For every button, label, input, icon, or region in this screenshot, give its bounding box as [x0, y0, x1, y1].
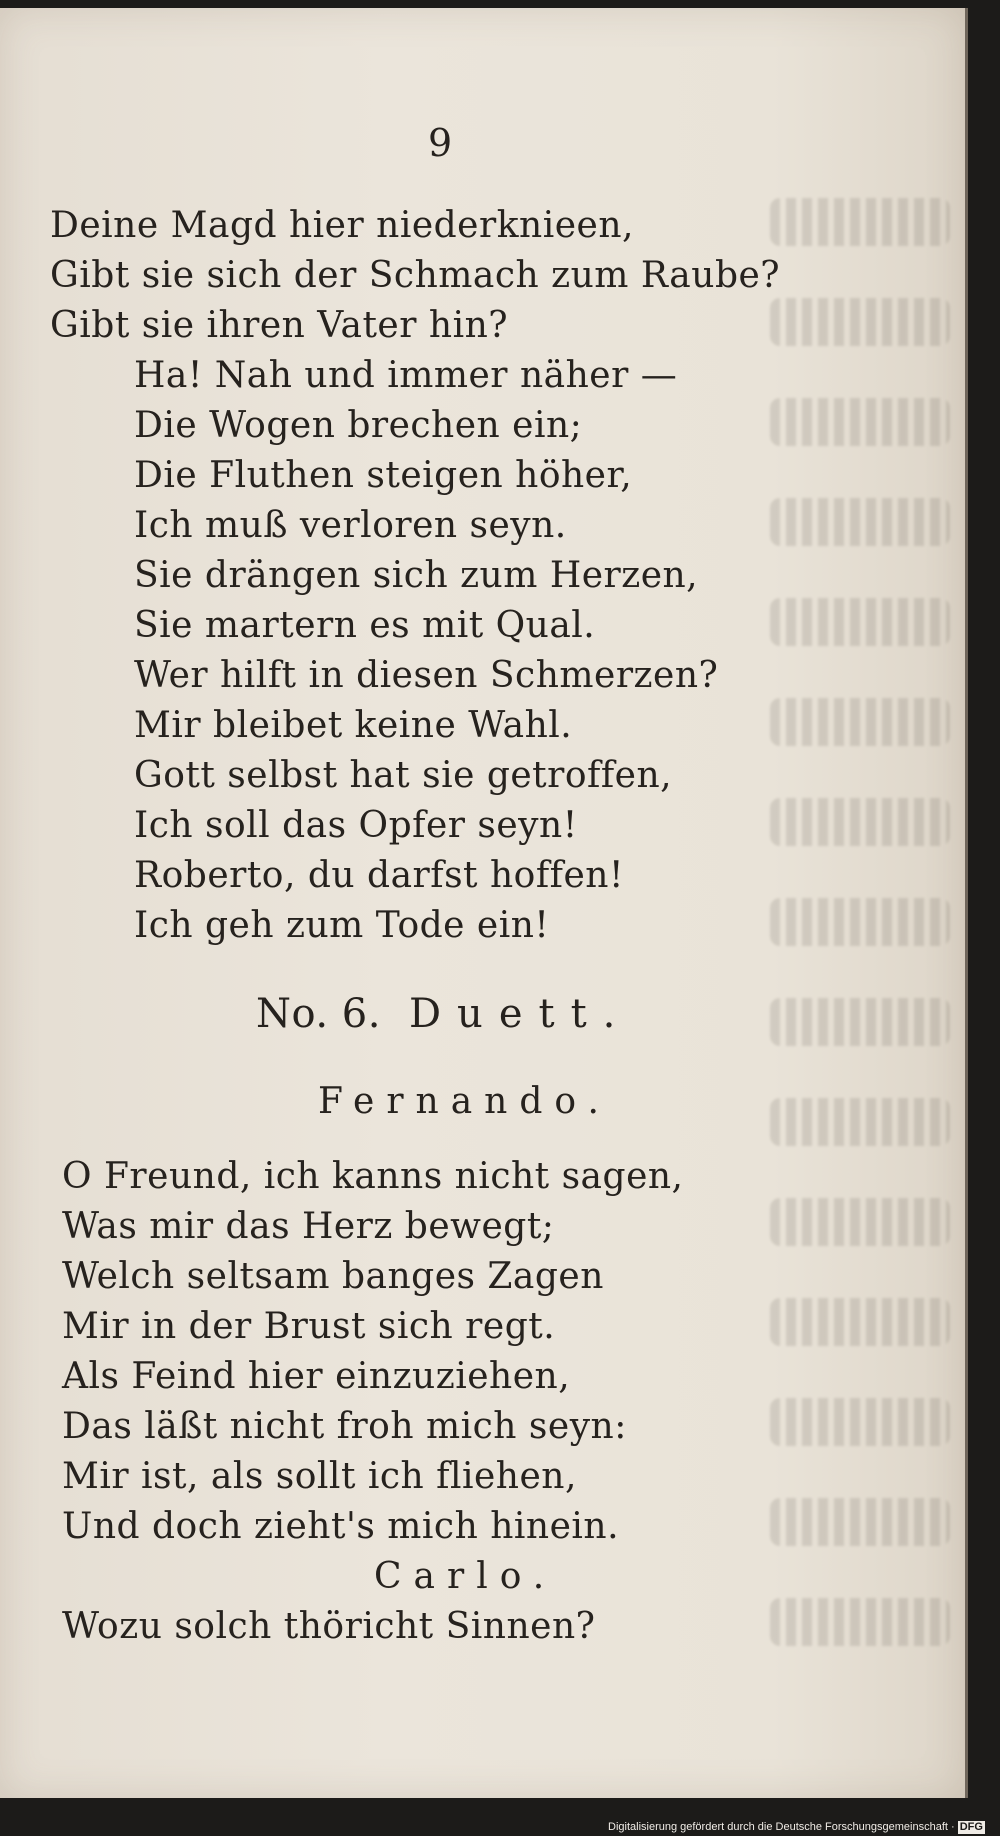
section-heading — [256, 992, 631, 1036]
verse-line: O Freund, ich kanns nicht sagen, — [62, 1156, 684, 1197]
verse-line: Roberto, du darfst hoffen! — [134, 855, 624, 896]
verse-line: Wer hilft in diesen Schmerzen? — [134, 655, 719, 696]
verse-line: Ich soll das Opfer seyn! — [134, 805, 578, 846]
verse-line: Die Fluthen steigen höher, — [134, 455, 633, 496]
verse-line: Ich geh zum Tode ein! — [134, 905, 550, 946]
section-title: Duett. — [408, 991, 632, 1037]
verse-line: Mir bleibet keine Wahl. — [134, 705, 573, 746]
verse-line: Gibt sie ihren Vater hin? — [50, 305, 509, 346]
reverse-side-show-through — [770, 198, 950, 1638]
verse-line: Das läßt nicht froh mich seyn: — [62, 1406, 627, 1447]
verse-line: Wozu solch thöricht Sinnen? — [62, 1606, 596, 1647]
verse-line: Mir ist, als sollt ich fliehen, — [62, 1456, 577, 1497]
verse-line: Als Feind hier einzuziehen, — [62, 1356, 571, 1397]
verse-line: Welch seltsam banges Zagen — [62, 1256, 604, 1297]
verse-line: Sie drängen sich zum Herzen, — [134, 555, 699, 596]
verse-line: Gibt sie sich der Schmach zum Raube? — [50, 255, 781, 296]
verse-line: Mir in der Brust sich regt. — [62, 1306, 556, 1347]
section-number: No. 6. — [256, 991, 381, 1037]
verse-line: Gott selbst hat sie getroffen, — [134, 755, 673, 796]
verse-line: Deine Magd hier niederknieen, — [50, 205, 634, 246]
verse-line: Ich muß verloren seyn. — [134, 505, 567, 546]
dfg-logo: DFG — [959, 1821, 983, 1833]
speaker-name: Carlo. — [374, 1556, 557, 1597]
credit-text: Digitalisierung gefördert durch die Deutsche Forschungsgemeinschaft · — [608, 1821, 955, 1833]
paper-page — [0, 8, 968, 1798]
verse-line: Die Wogen brechen ein; — [134, 405, 583, 446]
verse-line: Sie martern es mit Qual. — [134, 605, 596, 646]
speaker-name: Fernando. — [318, 1081, 611, 1122]
verse-line: Was mir das Herz bewegt; — [62, 1206, 555, 1247]
digitization-credit — [608, 1818, 985, 1836]
verse-line: Und doch zieht's mich hinein. — [62, 1506, 620, 1547]
page-number: 9 — [428, 121, 453, 165]
verse-line: Ha! Nah und immer näher — — [134, 355, 678, 396]
